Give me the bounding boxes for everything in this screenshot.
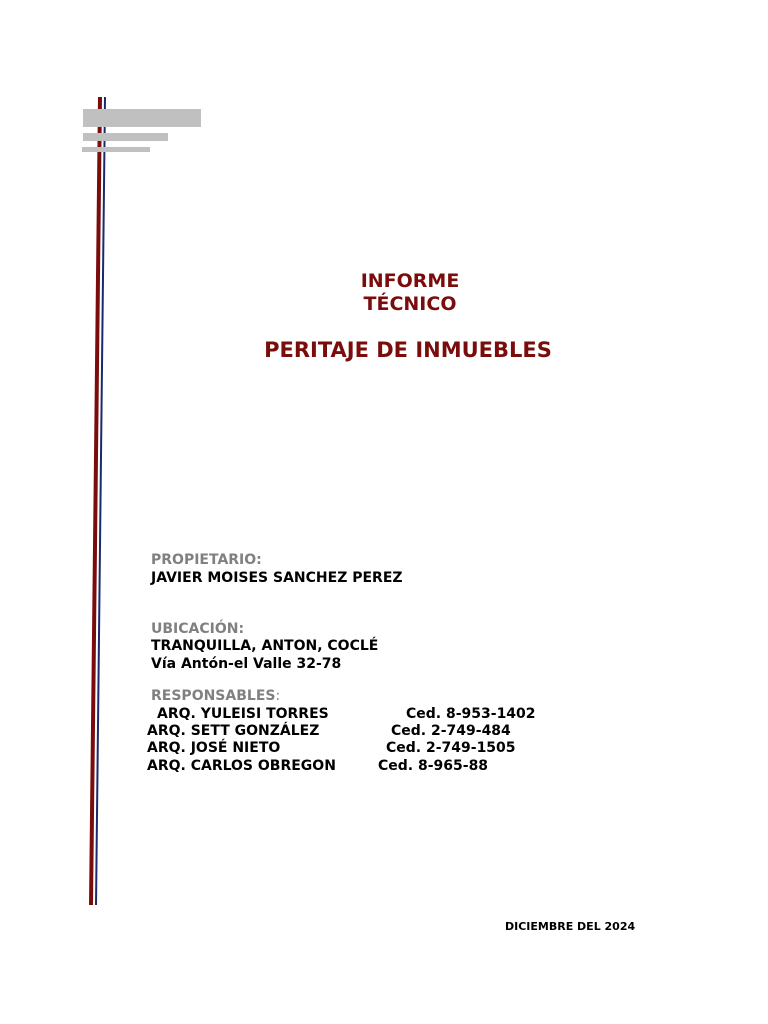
document-date: DICIEMBRE DEL 2024 xyxy=(505,920,636,933)
responsible-ced-3: Ced. 2-749-1505 xyxy=(386,740,516,756)
header-gray-bar-small xyxy=(82,147,150,152)
owner-label: PROPIETARIO: xyxy=(151,552,262,568)
responsible-name-4: ARQ. CARLOS OBREGON xyxy=(147,758,336,774)
responsible-name-3: ARQ. JOSÉ NIETO xyxy=(147,740,281,756)
location-line1: TRANQUILLA, ANTON, COCLÉ xyxy=(151,638,379,654)
responsible-ced-2: Ced. 2-749-484 xyxy=(391,723,511,739)
responsible-ced-1: Ced. 8-953-1402 xyxy=(406,706,536,722)
owner-name: JAVIER MOISES SANCHEZ PEREZ xyxy=(151,570,403,586)
responsible-name-2: ARQ. SETT GONZÁLEZ xyxy=(147,723,320,739)
responsible-name-1: ARQ. YULEISI TORRES xyxy=(157,706,329,722)
vertical-line-red xyxy=(91,97,100,905)
header-gray-bar-large xyxy=(83,109,201,127)
header-gray-bar-medium xyxy=(83,133,168,141)
document-title-line2: TÉCNICO xyxy=(363,293,457,315)
document-title-line1: INFORME xyxy=(360,270,460,292)
responsible-ced-4: Ced. 8-965-88 xyxy=(378,758,489,774)
location-line2: Vía Antón-el Valle 32-78 xyxy=(151,656,342,672)
location-label: UBICACIÓN: xyxy=(151,621,245,637)
responsibles-label xyxy=(151,688,280,704)
document-subtitle: PERITAJE DE INMUEBLES xyxy=(264,338,552,362)
responsibles-label-colon: : xyxy=(275,688,281,704)
responsibles-label-text: RESPONSABLES xyxy=(151,688,276,704)
